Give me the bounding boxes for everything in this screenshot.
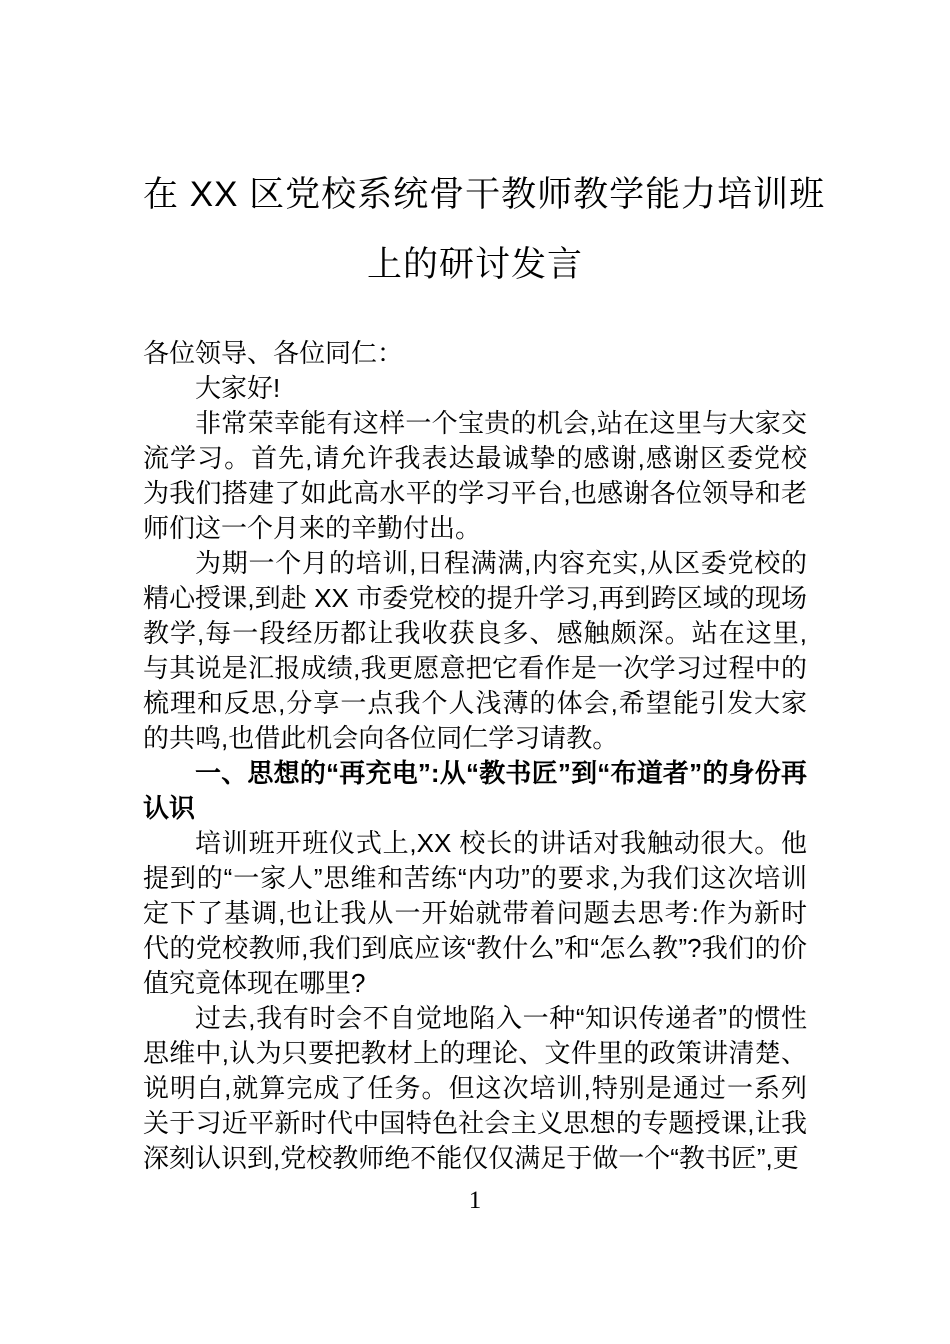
paragraph: 过去,我有时会不自觉地陷入一种“知识传递者”的惯性思维中,认为只要把教材上的理论、文件里的政策讲清楚、说明白,就算完成了任务。但这次培训,特别是通过一系列关于习近平新时代中国特色社会主义思想的专题授课,让我深刻认识到,党校教师绝不能仅仅满足于做一个“教书匠”,更 <box>143 1003 807 1173</box>
document-title <box>143 160 826 300</box>
paragraphs <box>143 336 807 1176</box>
paragraph: 为期一个月的培训,日程满满,内容充实,从区委党校的精心授课,到赴 XX 市委党校的提升学习,再到跨区域的现场教学,每一段经历都让我收获良多、感触颇深。站在这里,与其说是汇报成绩,我更愿意把它看作是一次学习过程中的梳理和反思,分享一点我个人浅薄的体会,希望能引发大家的共鸣,也借此机会向各位同仁学习请教。 <box>143 548 807 753</box>
paragraph: 大家好! <box>195 373 281 403</box>
paragraph: 各位领导、各位同仁： <box>143 338 404 368</box>
section-heading: 一、思想的“再充电”:从“教书匠”到“布道者”的身份再认识 <box>143 758 807 823</box>
paragraph: 非常荣幸能有这样一个宝贵的机会,站在这里与大家交流学习。首先,请允许我表达最诚挚的感谢,感谢区委党校为我们搭建了如此高水平的学习平台,也感谢各位领导和老师们这一个月来的辛勤付出。 <box>143 408 807 543</box>
document-title-line-2: 上的研讨发言 <box>366 245 583 284</box>
paragraph: 培训班开班仪式上,XX 校长的讲话对我触动很大。他提到的“一家人”思维和苦练“内功”的要求,为我们这次培训定下了基调,也让我从一开始就带着问题去思考:作为新时代的党校教师,我们到底应该“教什么”和“怎么教”?我们的价值究竟体现在哪里? <box>143 828 807 998</box>
page-number: 1 <box>468 1187 482 1214</box>
document-title-line-1: 在 XX 区党校系统骨干教师教学能力培训班 <box>143 175 826 214</box>
page-content <box>143 160 826 1176</box>
